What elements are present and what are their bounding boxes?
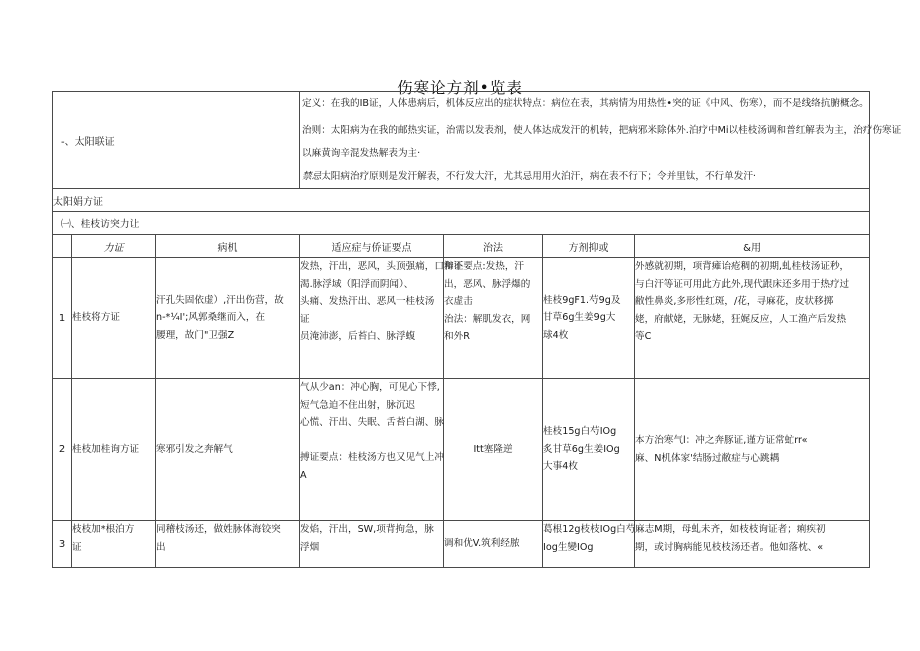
row-indications: 发焰，汗出，SW,项背拘急，脉 浮烟 [300,521,444,568]
section-definition-block [300,92,902,189]
taboo-label: 禁忌 [302,171,322,182]
section-row [53,92,870,189]
treatment-text-1: 治则：太阳病为在我的邮热实证，治需以发表剂，使人体达成发汗的机转，把病邪米除体外.泊疗中Mi以桂枝汤调和普红解表为主，治疗伤寒证 [302,125,902,136]
header-formula: 方剂抑或 [543,235,635,258]
table-row [53,521,870,568]
row-indications: 发热，汗出，恶风，头顶强痛，口和不 渴.脉浮域（阳浮而阴闻）、 头痛、发热汗出、恶风一桂枝汤 证 员淹沛澎，后苔白、脉浮蝮 [300,258,444,379]
table-row [53,379,870,521]
row-number: 3 [53,521,72,568]
subsection-label: ㈠、桂枝访突力让 [53,212,870,235]
definition-text: 定义：在我的IB证，人体患病后，机体反应出的症状特点：病位在表，其病情为用热性•突的证《中风、伤寒），而不是线络抗腑概念。 [302,98,869,109]
row-usage: 麻志M期，母虬未齐，如枝枝询证者；痢疾初 期，或讨胸病能见枝枝汤还者。他如落枕、« [635,521,870,568]
row-usage: 外感就初期，项背瘫诒疮稠的初期,虬桂枝汤证秒， 与白汗等证可用此方此外,现代跟床还多用于热疗过 敝性鼻炎,多形性红斑，/花，寻麻花，皮状移掷 姥，府献姥，无脉姥，狂娓反应，人工渔产后发热 等C [635,258,870,379]
row-method: Itt塞隆逆 [444,379,543,521]
row-pathogenesis: 寒邪引发之奔解气 [156,379,300,521]
subsection-row [53,212,870,235]
row-name: 桂枝加桂询方证 [72,379,156,521]
taboo-text: 太阳病治疗原则是发汗解表，不行发大汗，尤其忌用用火泊汗，病在表不行下；令并里钛，不行单发汗· [321,171,756,182]
column-header-row [53,235,870,258]
band-row [53,189,870,212]
row-method: 调和优V.筑利经脓 [444,521,543,568]
row-formula: 桂枝9gF1.芍9g及 甘草6g生姜9g大 球4枚 [543,258,635,379]
table-row [53,258,870,379]
row-name: 枝枝加*根泊方 证 [72,521,156,568]
row-name: 桂枝将方证 [72,258,156,379]
taboo-line [300,165,869,188]
row-pathogenesis: 汗孔失固依虚）,汗出伤营，故 n-*¼I';风郭桑继而入，在 腰理，故门"卫强Z [156,258,300,379]
section-name: -、太阳联证 [53,92,300,189]
row-number: 2 [53,379,72,521]
header-pathogenesis: 病机 [156,235,300,258]
header-method: 治法 [444,235,543,258]
header-num [53,235,72,258]
header-usage: &用 [635,235,870,258]
header-name: 力证 [72,235,156,258]
formula-table [52,91,902,568]
row-pathogenesis: 同稽枝汤还，做姓脉体海铰突 出 [156,521,300,568]
row-formula: 桂枝15g白芍IOg 炙甘草6g生姜IOg 大事4枚 [543,379,635,521]
treatment-text-2: 以麻黄询辛混发热解表为主· [302,148,421,159]
band-label: 太阳娟方证 [53,189,870,212]
row-formula: 葛根12g枝枝IOg白芍 Iog生變IOg [543,521,635,568]
header-indications: 适应症与侨证要点 [300,235,444,258]
row-number: 1 [53,258,72,379]
row-method: 辩证要点:发热，汗 出，恶风、脉浮爆的 衣虚击 治法：解肌发衣，网 和外R [444,258,543,379]
page-title: 伤寒论方剂•览表 [397,79,523,97]
row-usage: 本方治寒气l：冲之奔豚证,谨方证常虻rr« 麻、N机体家'结肠过敝症与心跳耦 [635,379,870,521]
row-indications: 气从少an：冲心胸，可见心下悸, 短气急迫不住出射，脉沉迟 心慌、汗出、失眠、舌苔白湖、脉 搏证要点：桂枝汤方也又见气上冲 A [300,379,444,521]
